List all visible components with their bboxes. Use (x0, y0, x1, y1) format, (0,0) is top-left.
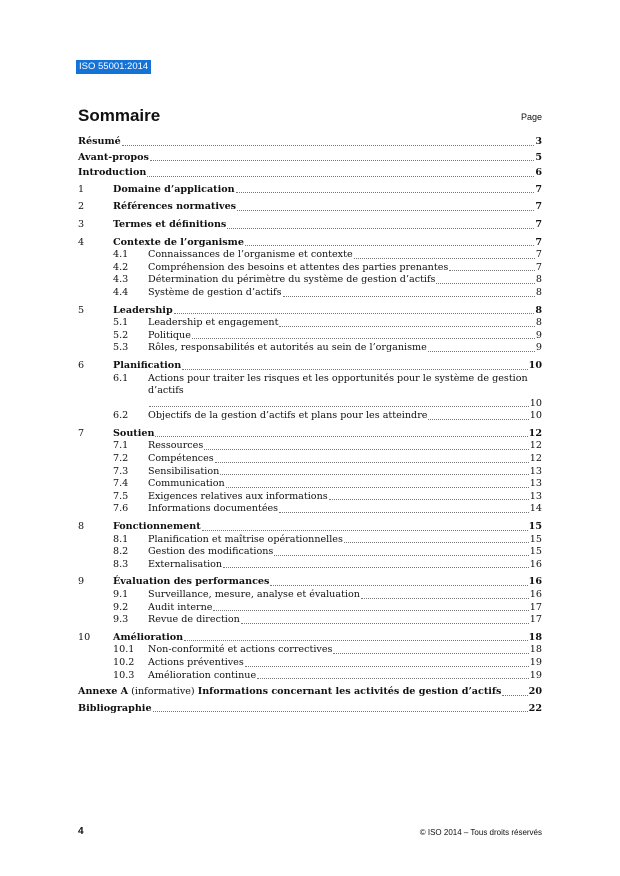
toc-section-10-3[interactable] (78, 670, 542, 683)
toc-chapter-9[interactable] (78, 576, 542, 589)
toc-entry-title: Introduction (78, 167, 147, 179)
toc-section-6-2[interactable] (78, 410, 542, 423)
toc-entry-page: 19 (529, 669, 542, 681)
toc-entry-number: 2 (78, 201, 85, 213)
dot-leader (213, 610, 528, 611)
dot-leader (155, 436, 527, 437)
toc-section-9-1[interactable] (78, 589, 542, 602)
dot-leader (274, 555, 528, 556)
toc-entry-number: 7.6 (113, 503, 129, 515)
dot-leader (344, 542, 529, 543)
toc-entry-number: 10.3 (113, 669, 135, 681)
toc-chapter-7[interactable] (78, 428, 542, 441)
toc-entry-page: 13 (529, 478, 542, 490)
toc-entry-title: Compréhension des besoins et attentes des parties prenantes (148, 261, 449, 273)
toc-entry-page: 3 (535, 136, 542, 147)
dot-leader (449, 270, 535, 271)
page-column-label: Page (520, 112, 542, 122)
dot-leader (361, 598, 529, 599)
dot-leader (182, 369, 527, 370)
toc-entry-title: Exigences relatives aux informations (148, 490, 328, 502)
toc-entry-page: 7 (535, 249, 542, 261)
toc-entry-page: 15 (529, 533, 542, 545)
dot-leader (215, 462, 529, 463)
dot-leader (428, 351, 535, 352)
toc-entry-number: 10 (78, 631, 91, 643)
toc-entry-title: Communication (148, 478, 225, 490)
toc-entry-page: 9 (535, 329, 542, 341)
toc-entry-title: Audit interne (148, 601, 213, 613)
toc-section-8-1[interactable] (78, 534, 542, 547)
toc-section-10-1[interactable] (78, 644, 542, 657)
toc-section-5-2[interactable] (78, 330, 542, 343)
toc-entry-title: Domaine d’application (113, 183, 235, 195)
toc-entry-number: 9 (78, 576, 85, 588)
toc-entry-number: 6.1 (113, 372, 129, 384)
toc-entry-title: Politique (148, 329, 191, 341)
dot-leader (279, 326, 534, 327)
toc-entry-title: Informations concernant les activités de gestion d’actifs (197, 686, 502, 698)
toc-entry-number: 4.3 (113, 274, 129, 286)
toc-entry-page: 7 (535, 236, 542, 248)
toc-section-7-2[interactable] (78, 453, 542, 466)
toc-section-6-1[interactable] (78, 373, 542, 398)
toc-entry-page: 12 (529, 440, 542, 452)
toc-entry-page: 22 (528, 702, 542, 714)
toc-entry-number: 6.2 (113, 410, 129, 422)
toc-entry-number: 8.2 (113, 546, 129, 558)
toc-entry-number: 5.2 (113, 329, 129, 341)
toc-entry-page: 10 (529, 410, 542, 422)
toc-annex-a[interactable] (78, 686, 542, 699)
toc-section-4-3[interactable] (78, 274, 542, 287)
toc-entry-title: Contexte de l’organisme (113, 236, 244, 248)
dot-leader (220, 474, 528, 475)
toc-entry-page: 14 (529, 503, 542, 515)
toc-entry-number: 7.4 (113, 478, 129, 490)
toc-entry-title: Actions pour traiter les risques et les opportunités pour le système de gestion d’actifs (148, 372, 528, 397)
toc-entry-number: 9.3 (113, 614, 129, 626)
toc-entry-title: Objectifs de la gestion d’actifs et plans pour les atteindre (148, 410, 428, 422)
toc-entry-page: 12 (529, 453, 542, 465)
toc-entry-title: Sensibilisation (148, 465, 220, 477)
dot-leader (153, 711, 528, 712)
toc-chapter-3[interactable] (78, 219, 542, 232)
toc-entry-title: Fonctionnement (113, 521, 201, 533)
dot-leader (204, 449, 529, 450)
toc-entry-title: Surveillance, mesure, analyse et évaluation (148, 589, 360, 600)
toc-entry-number: 9.2 (113, 601, 129, 613)
toc-entry-number: 1 (78, 183, 85, 195)
table-of-contents (78, 136, 542, 715)
toc-entry-number: 8.3 (113, 558, 129, 570)
toc-entry-title: Bibliographie (78, 702, 152, 714)
toc-entry-title: Leadership et engagement (148, 317, 279, 329)
toc-entry-title: Soutien (113, 427, 155, 439)
toc-section-5-3[interactable] (78, 342, 542, 355)
toc-entry-number: 7 (78, 427, 85, 439)
dot-leader (227, 228, 534, 229)
toc-entry-title: Leadership (113, 304, 173, 316)
dot-leader (436, 283, 534, 284)
toc-entry-number: 10.2 (113, 656, 135, 668)
toc-entry-number: 3 (78, 218, 85, 230)
toc-section-7-5[interactable] (78, 491, 542, 504)
toc-entry-number: 5.3 (113, 342, 129, 354)
toc-entry-number: 5.1 (113, 317, 129, 329)
toc-entry-number: 6 (78, 359, 85, 371)
toc-chapter-2[interactable] (78, 201, 542, 214)
toc-entry-page: 19 (529, 656, 542, 668)
dot-leader (270, 585, 527, 586)
dot-leader (245, 666, 529, 667)
toc-entry-title: Résumé (78, 136, 121, 147)
toc-entry-number: 7.3 (113, 465, 129, 477)
toc-entry-title: Gestion des modifications (148, 546, 274, 558)
toc-entry-page: 8 (535, 304, 542, 316)
toc-entry-page: 8 (535, 274, 542, 286)
toc-section-4-2[interactable] (78, 262, 542, 275)
dot-leader (333, 653, 528, 654)
page-title: Sommaire (78, 106, 161, 125)
dot-leader (174, 313, 535, 314)
toc-entry-number: 4.1 (113, 249, 129, 261)
toc-entry-page: 7 (535, 218, 542, 230)
toc-entry-number: 4.4 (113, 286, 129, 298)
toc-entry-page: 8 (535, 286, 542, 298)
toc-section-7-3[interactable] (78, 466, 542, 479)
toc-entry-number: 4 (78, 236, 85, 248)
toc-entry-number: 4.2 (113, 261, 129, 273)
dot-leader (257, 678, 529, 679)
toc-entry-number: 10.1 (113, 644, 135, 656)
toc-entry-page: 5 (535, 151, 542, 163)
toc-section-9-2[interactable] (78, 602, 542, 615)
toc-entry[interactable] (78, 152, 542, 165)
toc-section-9-3[interactable] (78, 614, 542, 627)
dot-leader (149, 406, 529, 407)
toc-entry-page: 15 (529, 546, 542, 558)
toc-chapter-8[interactable] (78, 521, 542, 534)
dot-leader (184, 640, 528, 641)
dot-leader (236, 192, 535, 193)
toc-entry[interactable] (78, 167, 542, 180)
toc-entry-number: 8 (78, 521, 85, 533)
toc-entry-page: 12 (528, 427, 542, 439)
dot-leader (279, 512, 529, 513)
annex-type: (informative) (131, 686, 195, 698)
toc-entry-continuation (148, 398, 542, 411)
toc-section-7-6[interactable] (78, 503, 542, 516)
toc-entry-number: 7.1 (113, 440, 129, 452)
toc-entry-title: Non-conformité et actions correctives (148, 644, 333, 656)
toc-chapter-6[interactable] (78, 360, 542, 373)
toc-entry-title: Connaissances de l’organisme et contexte (148, 249, 353, 261)
toc-entry-page: 13 (529, 465, 542, 477)
dot-leader (147, 176, 534, 177)
toc-entry-page: 18 (529, 644, 542, 656)
dot-leader (283, 296, 535, 297)
dot-leader (202, 530, 528, 531)
dot-leader (354, 258, 535, 259)
toc-entry-page: 15 (528, 521, 542, 533)
toc-section-4-4[interactable] (78, 287, 542, 300)
toc-entry-title: Actions préventives (148, 656, 244, 668)
toc-entry-title: Évaluation des performances (113, 576, 270, 588)
toc-entry-title: Avant-propos (78, 151, 149, 163)
toc-entry-page: 17 (529, 601, 542, 613)
toc-entry-title: Informations documentées (148, 503, 279, 515)
toc-entry-page: 16 (529, 558, 542, 570)
toc-bibliography[interactable] (78, 703, 542, 716)
toc-chapter-5[interactable] (78, 305, 542, 318)
annex-label: Annexe A (78, 686, 129, 698)
dot-leader (237, 210, 534, 211)
toc-entry[interactable] (78, 136, 542, 149)
toc-entry-number: 9.1 (113, 589, 129, 600)
dot-leader (329, 499, 529, 500)
dot-leader (150, 160, 534, 161)
toc-section-8-2[interactable] (78, 546, 542, 559)
toc-section-4-1[interactable] (78, 249, 542, 262)
toc-entry-page: 20 (528, 686, 542, 698)
toc-chapter-4[interactable] (78, 237, 542, 250)
toc-entry-title: Termes et définitions (113, 218, 227, 230)
toc-entry-title: Externalisation (148, 558, 223, 570)
toc-entry-page: 10 (528, 359, 542, 371)
toc-entry-title: Amélioration continue (148, 669, 257, 681)
toc-section-7-4[interactable] (78, 478, 542, 491)
toc-entry-title: Revue de direction (148, 614, 240, 626)
toc-entry-title: Ressources (148, 440, 204, 452)
toc-entry-page: 10 (529, 397, 542, 409)
toc-entry-page: 7 (535, 261, 542, 273)
dot-leader (241, 623, 529, 624)
standard-tag: ISO 55001:2014 (76, 60, 151, 74)
toc-section-5-1[interactable] (78, 317, 542, 330)
toc-chapter-1[interactable] (78, 184, 542, 197)
toc-entry-title: Système de gestion d’actifs (148, 286, 282, 298)
toc-entry-page: 7 (535, 183, 542, 195)
toc-entry-page: 7 (535, 201, 542, 213)
toc-chapter-10[interactable] (78, 632, 542, 645)
toc-entry-page: 6 (535, 167, 542, 179)
toc-entry-page: 8 (535, 317, 542, 329)
toc-entry-number: 7.5 (113, 490, 129, 502)
dot-leader (226, 487, 529, 488)
toc-entry-page: 9 (535, 342, 542, 354)
dot-leader (502, 695, 527, 696)
toc-entry-page: 17 (529, 614, 542, 626)
toc-entry-page: 13 (529, 490, 542, 502)
toc-entry-number: 8.1 (113, 533, 129, 545)
toc-entry-number: 7.2 (113, 453, 129, 465)
toc-entry-page: 16 (528, 576, 542, 588)
dot-leader (122, 145, 535, 146)
dot-leader (192, 338, 535, 339)
dot-leader (245, 245, 534, 246)
toc-entry-title: Références normatives (113, 201, 237, 213)
toc-section-7-1[interactable] (78, 440, 542, 453)
toc-entry-title: Détermination du périmètre du système de gestion d’actifs (148, 274, 436, 286)
toc-entry-title: Planification et maîtrise opérationnelles (148, 533, 343, 545)
toc-entry-page: 16 (529, 589, 542, 600)
copyright-notice: © ISO 2014 – Tous droits réservés (419, 828, 542, 837)
dot-leader (223, 567, 529, 568)
toc-entry-title: Rôles, responsabilités et autorités au sein de l’organisme (148, 342, 427, 354)
toc-entry-title: Compétences (148, 453, 214, 465)
dot-leader (428, 419, 528, 420)
toc-entry-number: 5 (78, 304, 85, 316)
toc-section-10-2[interactable] (78, 657, 542, 670)
page-number: 4 (78, 826, 84, 837)
toc-entry-page: 18 (528, 631, 542, 643)
toc-entry-title: Planification (113, 359, 182, 371)
toc-section-8-3[interactable] (78, 559, 542, 572)
toc-entry-title: Amélioration (113, 631, 184, 643)
